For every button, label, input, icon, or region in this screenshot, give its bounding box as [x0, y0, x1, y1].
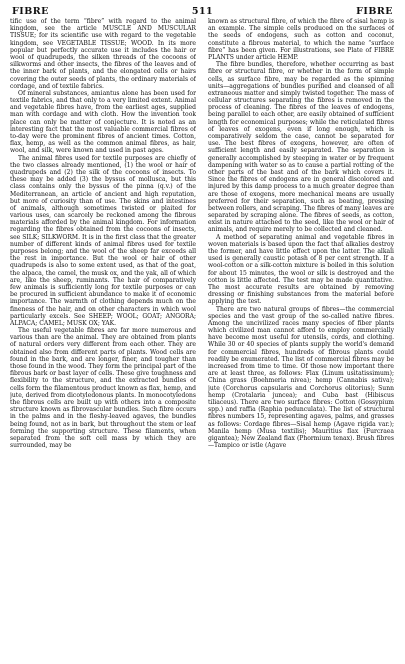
left-paragraph: tific use of the term “fibre” with regard to the animal kingdom, see the article MUSCLE AND MUSCULAR TISSUE; for its scientific use with regard to the vegetable kingdom, see VEGETABLE TISSUE; WOOD. In its more popular but perfectly accurate use it includes the hair or wool of quadrupeds, the silken threads of the cocoons of silkworms and other insects, the fibres of the leaves and of the inner bark of plants, and the elongated cells or hairs covering the outer seeds of plants, the ordinary materials of cordage, and of textile fabrics.: [10, 18, 196, 90]
right-paragraph: known as structural fibre, of which the fibre of sisal hemp is an example. The simple cells produced on the surfaces of the seeds of endogens, such as cotton and coconut, constitute a fibrous material, to which the name “surface fibre” has been given. For illustrations, see Plate of FIBRE PLANTS under article HEMP.: [208, 18, 394, 61]
page-number: 511: [191, 5, 214, 17]
header-left-word: FIBRE: [12, 5, 49, 17]
right-column: [208, 18, 394, 660]
left-paragraph: The animal fibres used for textile purposes are chiefly of the two classes already mentioned, (1) the wool or hair of quadrupeds and (2) the silk of the cocoons of insects. To these may be added (3) the byssus of mollusca, but this class contains only the byssus of the pinna (q.v.) of the Mediterranean, an article of ancient and high reputation, but more of curiosity than of use. The skins and intestines of animals, although sometimes twisted or plaited for various uses, can scarcely be reckoned among the fibrous materials afforded by the animal kingdom. For information regarding the fibres obtained from the cocoons of insects, see SILK; SILKWORM. It is in the first class that the greater number of different kinds of animal fibres used for textile purposes belong; and the wool of the sheep far exceeds all the rest in importance. But the wool or hair of other quadrupeds is also to some extent used, as that of the goat, the alpaca, the camel, the musk ox, and the yak, all of which are, like the sheep, ruminants. The hair of comparatively few animals is sufficiently long for textile purposes or can be procured in sufficient abundance to make it of economic importance. The warmth of clothing depends much on the fineness of the hair, and on other characters in which wool particularly excels. See SHEEP; WOOL; GOAT; ANGORA; ALPACA; CAMEL; MUSK OX; YAK.: [10, 154, 196, 327]
left-column: [10, 18, 196, 660]
right-paragraph: The fibre bundles, therefore, whether occurring as bast fibre or structural fibre, or whether in the form of simple cells, as surface fibre, may be regarded as the spinning units—aggregations of bundles purified and cleansed of all extraneous matter and simply twisted together. The mass of cellular structures separating the fibres is removed in the process of cleaning. The fibres of the leaves of endogens, being parallel to each other, are easily obtained of sufficient length for economical purposes; while the reticulated fibres of leaves of exogens, even if long enough, which is comparatively seldom the case, cannot be separated for use. The best fibres of exogens, however, are often of sufficient length and easily separated. The separation is generally accomplished by steeping in water or by frequent dampening with water so as to cause a partial rotting of the other parts of the bast and of the bark which covers it. Since the fibres of endogens are in general discolored and injured by this damp process to a much greater degree than are those of exogens, more mechanical means are usually preferred for their separation, such as beating, pressing between rollers, and scraping. The fibres of many leaves are separated by scraping alone. The fibres of seeds, as cotton, exist in nature attached to the seed, like the wool or hair of animals, and require merely to be collected and cleaned.: [208, 61, 394, 234]
left-paragraph: The useful vegetable fibres are far more numerous and various than are the animal. They are obtained from plants of natural orders very different from each other. They are obtained also from different parts of plants. Wood cells are found in the bark, and are longer, finer, and tougher than those found in the wood. They form the principal part of the fibrous bark or bast layer of cells. These give toughness and flexibility to the structure, and the extracted bundles of cells form the filamentous product known as flax, hemp, and jute, derived from dicotyledonous plants. In monocotyledons the fibrous cells are built up with others into a composite structure known as fibrovascular bundles. Such fibre occurs in the palms and in the fleshy-leaved agaves, the bundles being found, not as in bark, but throughout the stem or leaf forming the supporting structure. These filaments, when separated from the soft cell mass by which they are surrounded, may be: [10, 327, 196, 450]
right-paragraph: There are two natural groups of fibres—the commercial species and the vast group of the so-called native fibres. Among the uncivilized races many species of fiber plants which civilized man cannot afford to employ commercially have become most useful for utensils, cords, and clothing. While 30 or 40 species of plants supply the world's demand for commercial fibres, hundreds of fibrous plants could readily be enumerated. The list of commercial fibres may be increased from time to time. Of those now important there are at least three, as follows: Flax (Linum usitatissimum); China grass (Boehmeria nivea); hemp (Cannabis sativa); jute (Corchorus capsularis and Corchorus olitorius); Sunn hemp (Crotalaria juncea); and Cuba bast (Hibiscus tiliaceus). There are two surface fibres: Cotton (Gossypium spp.) and raffia (Raphia pedunculata). The list of structural fibres numbers 15, representing agaves, palms, and grasses as follows: Cordage fibres—Sisal hemp (Agave rigida var.); Manila hemp (Musa textilis); Mauritius flax (Furcraea gigantea); New Zealand flax (Phormium tenax). Brush fibres—Tampico or istle (Agave: [208, 305, 394, 450]
right-paragraph: A method of separating animal and vegetable fibres in woven materials is based upon the fact that alkalies destroy the former, and have little effect upon the latter. The alkali used is generally caustic potash of 8 per cent strength. If a wool-cotton or a silk-cotton mixture is boiled in this solution for about 15 minutes, the wool or silk is destroyed and the cotton is little affected. The test may be made quantitative. The most accurate results are obtained by removing dressing or finishing substances from the material before applying the test.: [208, 233, 394, 306]
running-header: [12, 4, 393, 18]
left-paragraph: Of mineral substances, amiantus alone has been used for textile fabrics, and that only to a very limited extent. Animal and vegetable fibres have, from the earliest ages, supplied man with cordage and with cloth. How the invention took place can only be matter of conjecture. It is noted as an interesting fact that the most valuable commercial fibres of to-day were the prominent fibres of ancient times. Cotton, flax, hemp, as well as the common animal fibres, as hair, wool, and silk, were known and used in past ages.: [10, 89, 196, 155]
header-right-word: FIBRE: [356, 5, 393, 17]
